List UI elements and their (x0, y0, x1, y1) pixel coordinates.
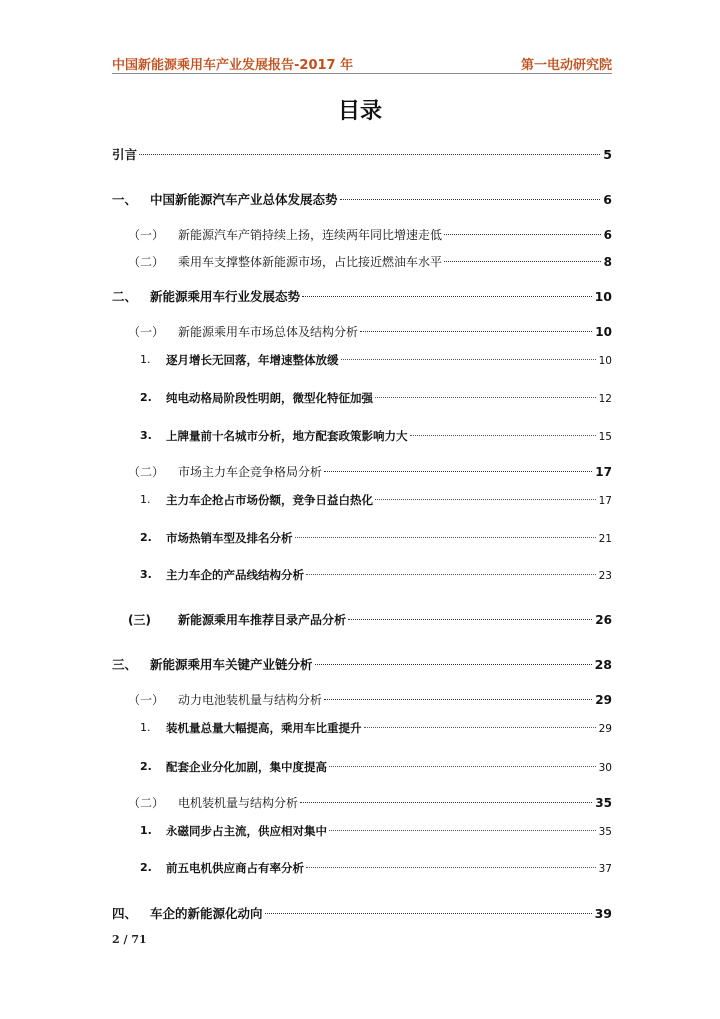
dot-leader (306, 867, 596, 868)
toc-entry[interactable] (0, 565, 720, 585)
page-indicator: 2 / 71 (112, 933, 147, 946)
toc-entry-text: 逐月增长无回落，年增速整体放缓 (166, 353, 339, 367)
toc-entry-page: 15 (598, 431, 612, 443)
dot-leader (341, 359, 596, 360)
toc-entry-page: 8 (603, 255, 612, 269)
toc-entry[interactable] (0, 225, 720, 245)
toc-entry-text: 新能源乘用车关键产业链分析 (150, 657, 313, 672)
toc-entry-page: 23 (598, 570, 612, 582)
toc-entry[interactable] (0, 858, 720, 878)
dot-leader (444, 234, 601, 235)
toc-entry-number: (三) (128, 613, 151, 627)
page-header (112, 50, 612, 74)
dot-leader (315, 664, 592, 665)
toc-entry-page: 6 (603, 228, 612, 242)
toc-entry-page: 30 (598, 762, 612, 774)
toc-entry-number: （二） (128, 796, 165, 810)
dot-leader (348, 619, 592, 620)
toc-entry-number: 2. (140, 861, 152, 874)
toc-entry-page: 29 (598, 723, 612, 735)
toc-entry-number: 1. (140, 493, 151, 506)
toc-entry-page: 17 (595, 465, 612, 479)
toc-entry-text: 电机装机量与结构分析 (178, 796, 299, 810)
dot-leader (444, 261, 601, 262)
toc-entry-page: 10 (598, 355, 612, 367)
toc-entry[interactable] (0, 821, 720, 841)
toc-entry[interactable] (0, 793, 720, 813)
toc-entry[interactable] (0, 426, 720, 446)
dot-leader (329, 766, 596, 767)
toc-entry-page: 12 (598, 393, 612, 405)
toc-entry-text: 新能源乘用车行业发展态势 (150, 289, 301, 304)
dot-leader (364, 727, 596, 728)
toc-entry-page: 29 (595, 693, 612, 707)
toc-entry-page: 28 (594, 657, 612, 672)
toc-entry-page: 39 (594, 906, 612, 921)
dot-leader (139, 154, 600, 155)
publisher-name: 第一电动研究院 (520, 58, 612, 73)
toc-entry-text: 新能源乘用车推荐目录产品分析 (178, 613, 347, 627)
dot-leader (300, 802, 592, 803)
dot-leader (324, 699, 592, 700)
dot-leader (265, 913, 592, 914)
toc-entry-page: 5 (603, 147, 612, 162)
toc-entry-text: 主力车企抢占市场份额，竞争日益白热化 (166, 493, 373, 507)
toc-entry-text: 纯电动格局阶段性明朗，微型化特征加强 (166, 391, 373, 405)
toc-entry-number: （一） (128, 228, 165, 242)
toc-entry[interactable] (0, 655, 720, 675)
toc-entry-number: 二、 (112, 289, 138, 304)
toc-entry-text: 引言 (112, 147, 138, 162)
toc-entry-number: （二） (128, 465, 165, 479)
toc-entry[interactable] (0, 350, 720, 370)
dot-leader (410, 435, 596, 436)
toc-entry[interactable] (0, 528, 720, 548)
toc-entry-number: （二） (128, 255, 165, 269)
dot-leader (375, 499, 596, 500)
toc-entry-number: 2. (140, 391, 152, 404)
toc-entry[interactable] (0, 718, 720, 738)
dot-leader (360, 331, 592, 332)
toc-entry[interactable] (0, 145, 720, 165)
toc-entry-number: 1. (140, 721, 151, 734)
report-title: 中国新能源乘用车产业发展报告-2017 年 (112, 58, 354, 73)
toc-entry-number: 三、 (112, 657, 138, 672)
toc-entry-text: 新能源乘用车市场总体及结构分析 (178, 325, 359, 339)
toc-entry[interactable] (0, 322, 720, 342)
toc-entry-page: 37 (598, 863, 612, 875)
toc-entry-page: 10 (594, 289, 612, 304)
toc-entry-text: 市场热销车型及排名分析 (166, 531, 293, 545)
toc-entry[interactable] (0, 610, 720, 630)
toc-entry-number: 3. (140, 568, 152, 581)
toc-entry-number: 一、 (112, 192, 138, 207)
toc-entry-number: （一） (128, 693, 165, 707)
dot-leader (340, 199, 601, 200)
toc-entry[interactable] (0, 462, 720, 482)
dot-leader (302, 296, 592, 297)
toc-entry-page: 35 (598, 826, 612, 838)
toc-entry[interactable] (0, 388, 720, 408)
toc-entry-page: 26 (595, 613, 612, 627)
toc-entry-page: 35 (595, 796, 612, 810)
toc-entry-text: 主力车企的产品线结构分析 (166, 568, 304, 582)
toc-entry-text: 永磁同步占主流，供应相对集中 (166, 824, 327, 838)
toc-entry-text: 市场主力车企竞争格局分析 (178, 465, 323, 479)
toc-entry-page: 6 (603, 192, 612, 207)
toc-entry-number: 1. (140, 353, 151, 366)
toc-entry[interactable] (0, 190, 720, 210)
toc-entry-text: 上牌量前十名城市分析，地方配套政策影响力大 (166, 429, 408, 443)
toc-entry-number: 1. (140, 824, 152, 837)
toc-entry-page: 10 (595, 325, 612, 339)
page-title: 目录 (337, 99, 382, 124)
dot-leader (306, 574, 596, 575)
dot-leader (329, 830, 596, 831)
toc-entry[interactable] (0, 490, 720, 510)
toc-entry[interactable] (0, 252, 720, 272)
toc-entry-text: 车企的新能源化动向 (150, 906, 263, 921)
toc-entry-text: 动力电池装机量与结构分析 (178, 693, 323, 707)
toc-entry-text: 配套企业分化加剧，集中度提高 (166, 760, 327, 774)
toc-entry-number: 2. (140, 760, 152, 773)
toc-entry[interactable] (0, 757, 720, 777)
toc-entry-number: 2. (140, 531, 152, 544)
toc-entry-number: （一） (128, 325, 165, 339)
toc-entry-text: 装机量总量大幅提高，乘用车比重提升 (166, 721, 362, 735)
toc-entry[interactable] (0, 904, 720, 924)
toc-entry-number: 3. (140, 429, 152, 442)
toc-entry-page: 21 (598, 533, 612, 545)
dot-leader (375, 397, 596, 398)
dot-leader (295, 537, 596, 538)
toc-entry-text: 乘用车支撑整体新能源市场，占比接近燃油车水平 (178, 255, 443, 269)
toc-entry-text: 新能源汽车产销持续上扬，连续两年同比增速走低 (178, 228, 443, 242)
toc-entry[interactable] (0, 690, 720, 710)
toc-entry-number: 四、 (112, 906, 138, 921)
toc-entry-page: 17 (598, 495, 612, 507)
toc-entry[interactable] (0, 287, 720, 307)
toc-entry-text: 中国新能源汽车产业总体发展态势 (150, 192, 338, 207)
toc-entry-text: 前五电机供应商占有率分析 (166, 861, 304, 875)
dot-leader (324, 471, 592, 472)
